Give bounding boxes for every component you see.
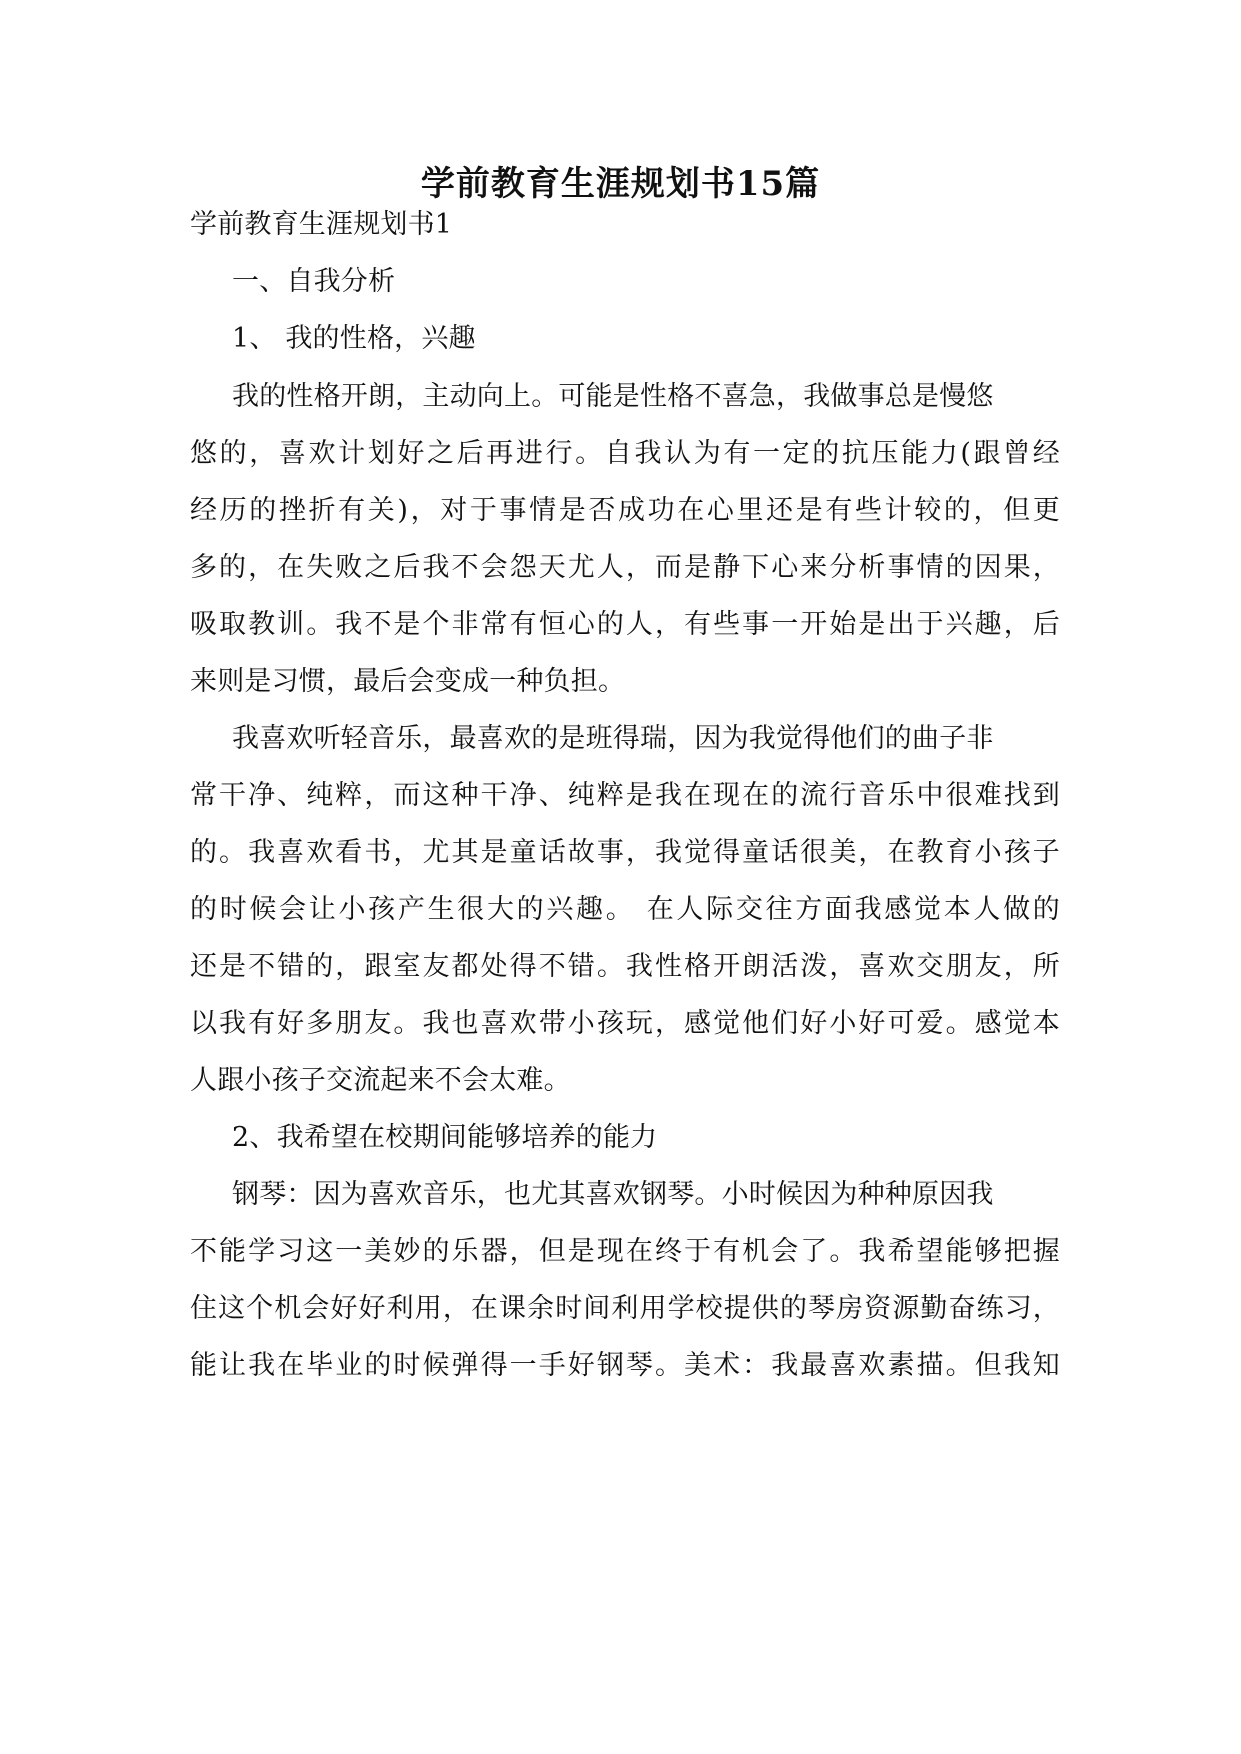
- paragraph-line: 悠的，喜欢计划好之后再进行。自我认为有一定的抗压能力(跟曾经: [190, 438, 1060, 469]
- paragraph-line: 钢琴：因为喜欢音乐，也尤其喜欢钢琴。小时候因为种种原因我: [232, 1179, 994, 1210]
- document-title: 学前教育生涯规划书15篇: [420, 164, 821, 204]
- section-heading: 学前教育生涯规划书1: [190, 209, 453, 240]
- paragraph-line: 吸取教训。我不是个非常有恒心的人，有些事一开始是出于兴趣，后: [190, 609, 1060, 640]
- paragraph-line: 的。我喜欢看书，尤其是童话故事，我觉得童话很美，在教育小孩子: [190, 837, 1060, 868]
- paragraph-line: 常干净、纯粹，而这种干净、纯粹是我在现在的流行音乐中很难找到: [190, 780, 1060, 811]
- paragraph-line: 经历的挫折有关)，对于事情是否成功在心里还是有些计较的，但更: [190, 495, 1060, 526]
- paragraph-line: 能让我在毕业的时候弹得一手好钢琴。美术：我最喜欢素描。但我知: [190, 1350, 1060, 1381]
- subsection-heading: 一、自我分析: [232, 266, 396, 297]
- paragraph-line: 我的性格开朗，主动向上。可能是性格不喜急，我做事总是慢悠: [232, 381, 994, 412]
- paragraph-line: 来则是习惯，最后会变成一种负担。: [190, 666, 626, 697]
- paragraph-line: 不能学习这一美妙的乐器，但是现在终于有机会了。我希望能够把握: [190, 1236, 1060, 1267]
- paragraph-line: 住这个机会好好利用，在课余时间利用学校提供的琴房资源勤奋练习，: [190, 1293, 1060, 1324]
- paragraph-line: 我喜欢听轻音乐，最喜欢的是班得瑞，因为我觉得他们的曲子非: [232, 723, 994, 754]
- paragraph-line: 的时候会让小孩产生很大的兴趣。 在人际交往方面我感觉本人做的: [190, 894, 1060, 925]
- paragraph-line: 人跟小孩子交流起来不会太难。: [190, 1065, 571, 1096]
- item-heading: 1、 我的性格，兴趣: [232, 323, 476, 354]
- paragraph-line: 还是不错的，跟室友都处得不错。我性格开朗活泼，喜欢交朋友，所: [190, 951, 1060, 982]
- item-heading: 2、我希望在校期间能够培养的能力: [232, 1122, 658, 1153]
- paragraph-line: 以我有好多朋友。我也喜欢带小孩玩，感觉他们好小好可爱。感觉本: [190, 1008, 1060, 1039]
- paragraph-line: 多的，在失败之后我不会怨天尤人，而是静下心来分析事情的因果，: [190, 552, 1060, 583]
